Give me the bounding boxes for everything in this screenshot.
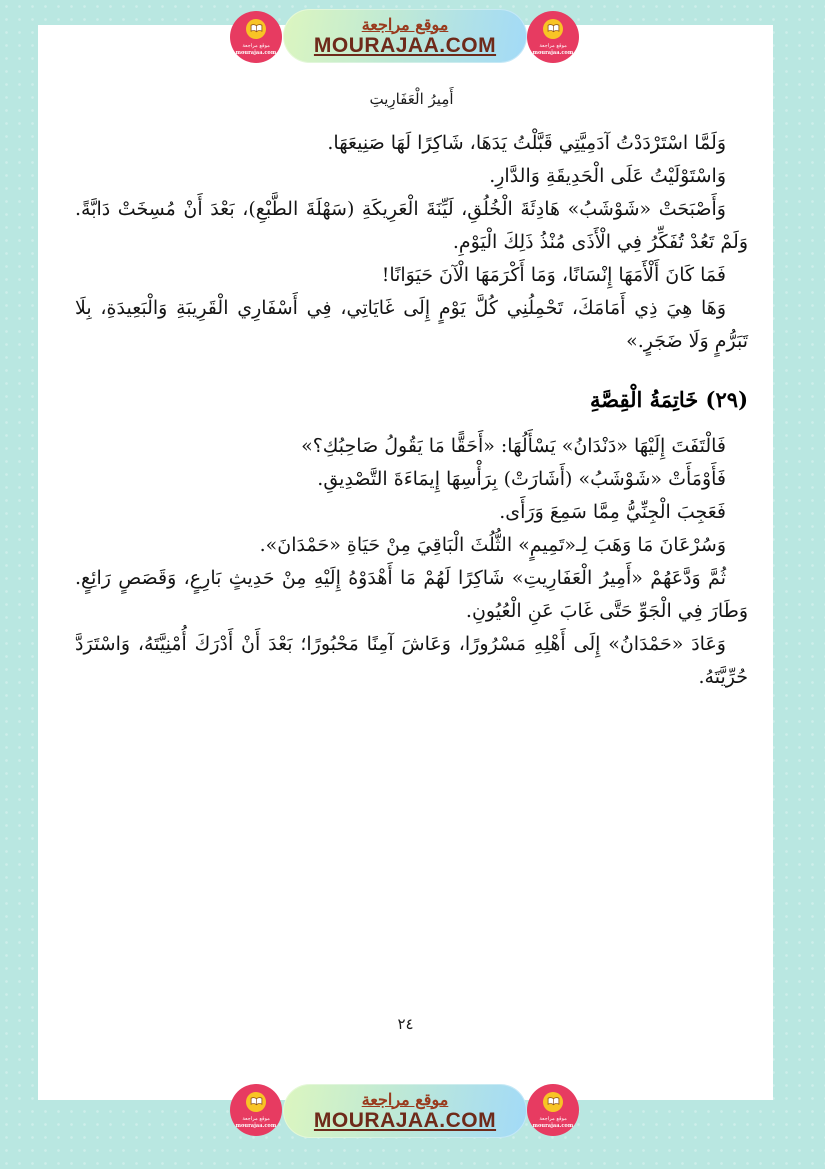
paragraph: وَلَمَّا اسْتَرْدَدْتُ آدَمِيَّتِي قَبَّلْتُ يَدَهَا، شَاكِرًا لَهَا صَنِيعَهَا. xyxy=(327,132,726,154)
logo-text-arabic: موقع مراجعة xyxy=(539,1115,567,1121)
paragraph: فَعَجِبَ الْجِنِّيُّ مِمَّا سَمِعَ وَرَأَى. xyxy=(499,501,726,523)
site-logo-circle xyxy=(230,1084,282,1136)
open-book-icon xyxy=(543,19,563,39)
paragraph: وَهَا هِيَ ذِي أَمَامَكَ، تَحْمِلُنِي كُلَّ يَوْمٍ إِلَى غَايَاتِي، فِي أَسْفَارِي الْقَرِيبَةِ وَالْبَعِيدَةِ، بِلَا تَبَرُّمٍ وَلَا ضَجَرٍ.» xyxy=(75,297,748,352)
watermark-site-domain: MOURAJAA.COM xyxy=(313,33,497,57)
paragraph: وَأَصْبَحَتْ «شَوْشَبُ» هَادِئَةَ الْخُلُقِ، لَيِّنَةَ الْعَرِيكَةِ (سَهْلَةَ الطَّبْعِ)، بَعْدَ أَنْ مُسِخَتْ دَابَّةً. وَلَمْ تَعُدْ تُفَكِّرُ فِي الْأَذَى مُنْذُ ذَلِكَ الْيَوْمِ. xyxy=(75,198,748,253)
paragraph: فَمَا كَانَ أَلْأَمَهَا إِنْسَانًا، وَمَا أَكْرَمَهَا الْآنَ حَيَوَانًا! xyxy=(381,264,726,286)
logo-text-domain: mourajaa.com xyxy=(532,1122,574,1128)
logo-text-arabic: موقع مراجعة xyxy=(539,42,567,48)
site-logo-circle xyxy=(527,11,579,63)
open-book-icon xyxy=(543,1092,563,1112)
logo-text-domain: mourajaa.com xyxy=(235,49,277,55)
logo-text-arabic: موقع مراجعة xyxy=(242,42,270,48)
running-title: أَمِيرُ الْعَفَارِيتِ xyxy=(369,90,454,108)
logo-text-domain: mourajaa.com xyxy=(532,49,574,55)
watermark-site-name-arabic: موقع مراجعة xyxy=(361,1089,449,1109)
paragraph: فَالْتَفَتَ إِلَيْهَا «دَنْدَانُ» يَسْأَلُهَا: «أَحَقًّا مَا يَقُولُ صَاحِبُكِ؟» xyxy=(301,435,726,457)
watermark-banner-top xyxy=(283,9,527,63)
page-number: ٢٤ xyxy=(397,1015,414,1033)
paragraph: وَاسْتَوْلَيْتُ عَلَى الْحَدِيقَةِ وَالدَّارِ. xyxy=(489,165,726,187)
watermark-site-name-arabic: موقع مراجعة xyxy=(361,14,449,34)
paragraph: وَسُرْعَانَ مَا وَهَبَ لِـ«تَمِيمٍ» الثُّلُثَ الْبَاقِيَ مِنْ حَيَاةِ «حَمْدَانَ». xyxy=(259,534,726,556)
open-book-icon xyxy=(246,1092,266,1112)
section-heading: (٢٩) خَاتِمَةُ الْقِصَّةِ xyxy=(589,387,748,412)
watermark-banner-bottom xyxy=(283,1084,527,1138)
paragraph: وَعَادَ «حَمْدَانُ» إِلَى أَهْلِهِ مَسْرُورًا، وَعَاشَ آمِنًا مَحْبُورًا؛ بَعْدَ أَنْ أَدْرَكَ أُمْنِيَّتَهُ، وَاسْتَرَدَّ حُرِّيَّتَهُ. xyxy=(75,633,748,688)
paragraph: ثُمَّ وَدَّعَهُمْ «أَمِيرُ الْعَفَارِيتِ» شَاكِرًا لَهُمْ مَا أَهْدَوْهُ إِلَيْهِ مِنْ حَدِيثٍ بَارِعٍ، وَقَصَصٍ رَائِعٍ. وَطَارَ فِي الْجَوِّ حَتَّى غَابَ عَنِ الْعُيُونِ. xyxy=(75,567,748,622)
logo-text-arabic: موقع مراجعة xyxy=(242,1115,270,1121)
site-logo-circle xyxy=(527,1084,579,1136)
site-logo-circle xyxy=(230,11,282,63)
open-book-icon xyxy=(246,19,266,39)
document-page xyxy=(38,25,773,1100)
watermark-site-domain: MOURAJAA.COM xyxy=(313,1108,497,1132)
text-blocks xyxy=(75,127,748,694)
logo-text-domain: mourajaa.com xyxy=(235,1122,277,1128)
paragraph: فَأَوْمَأَتْ «شَوْشَبُ» (أَشَارَتْ) بِرَأْسِهَا إِيمَاءَةَ التَّصْدِيقِ. xyxy=(317,468,726,490)
page-content xyxy=(75,89,748,694)
